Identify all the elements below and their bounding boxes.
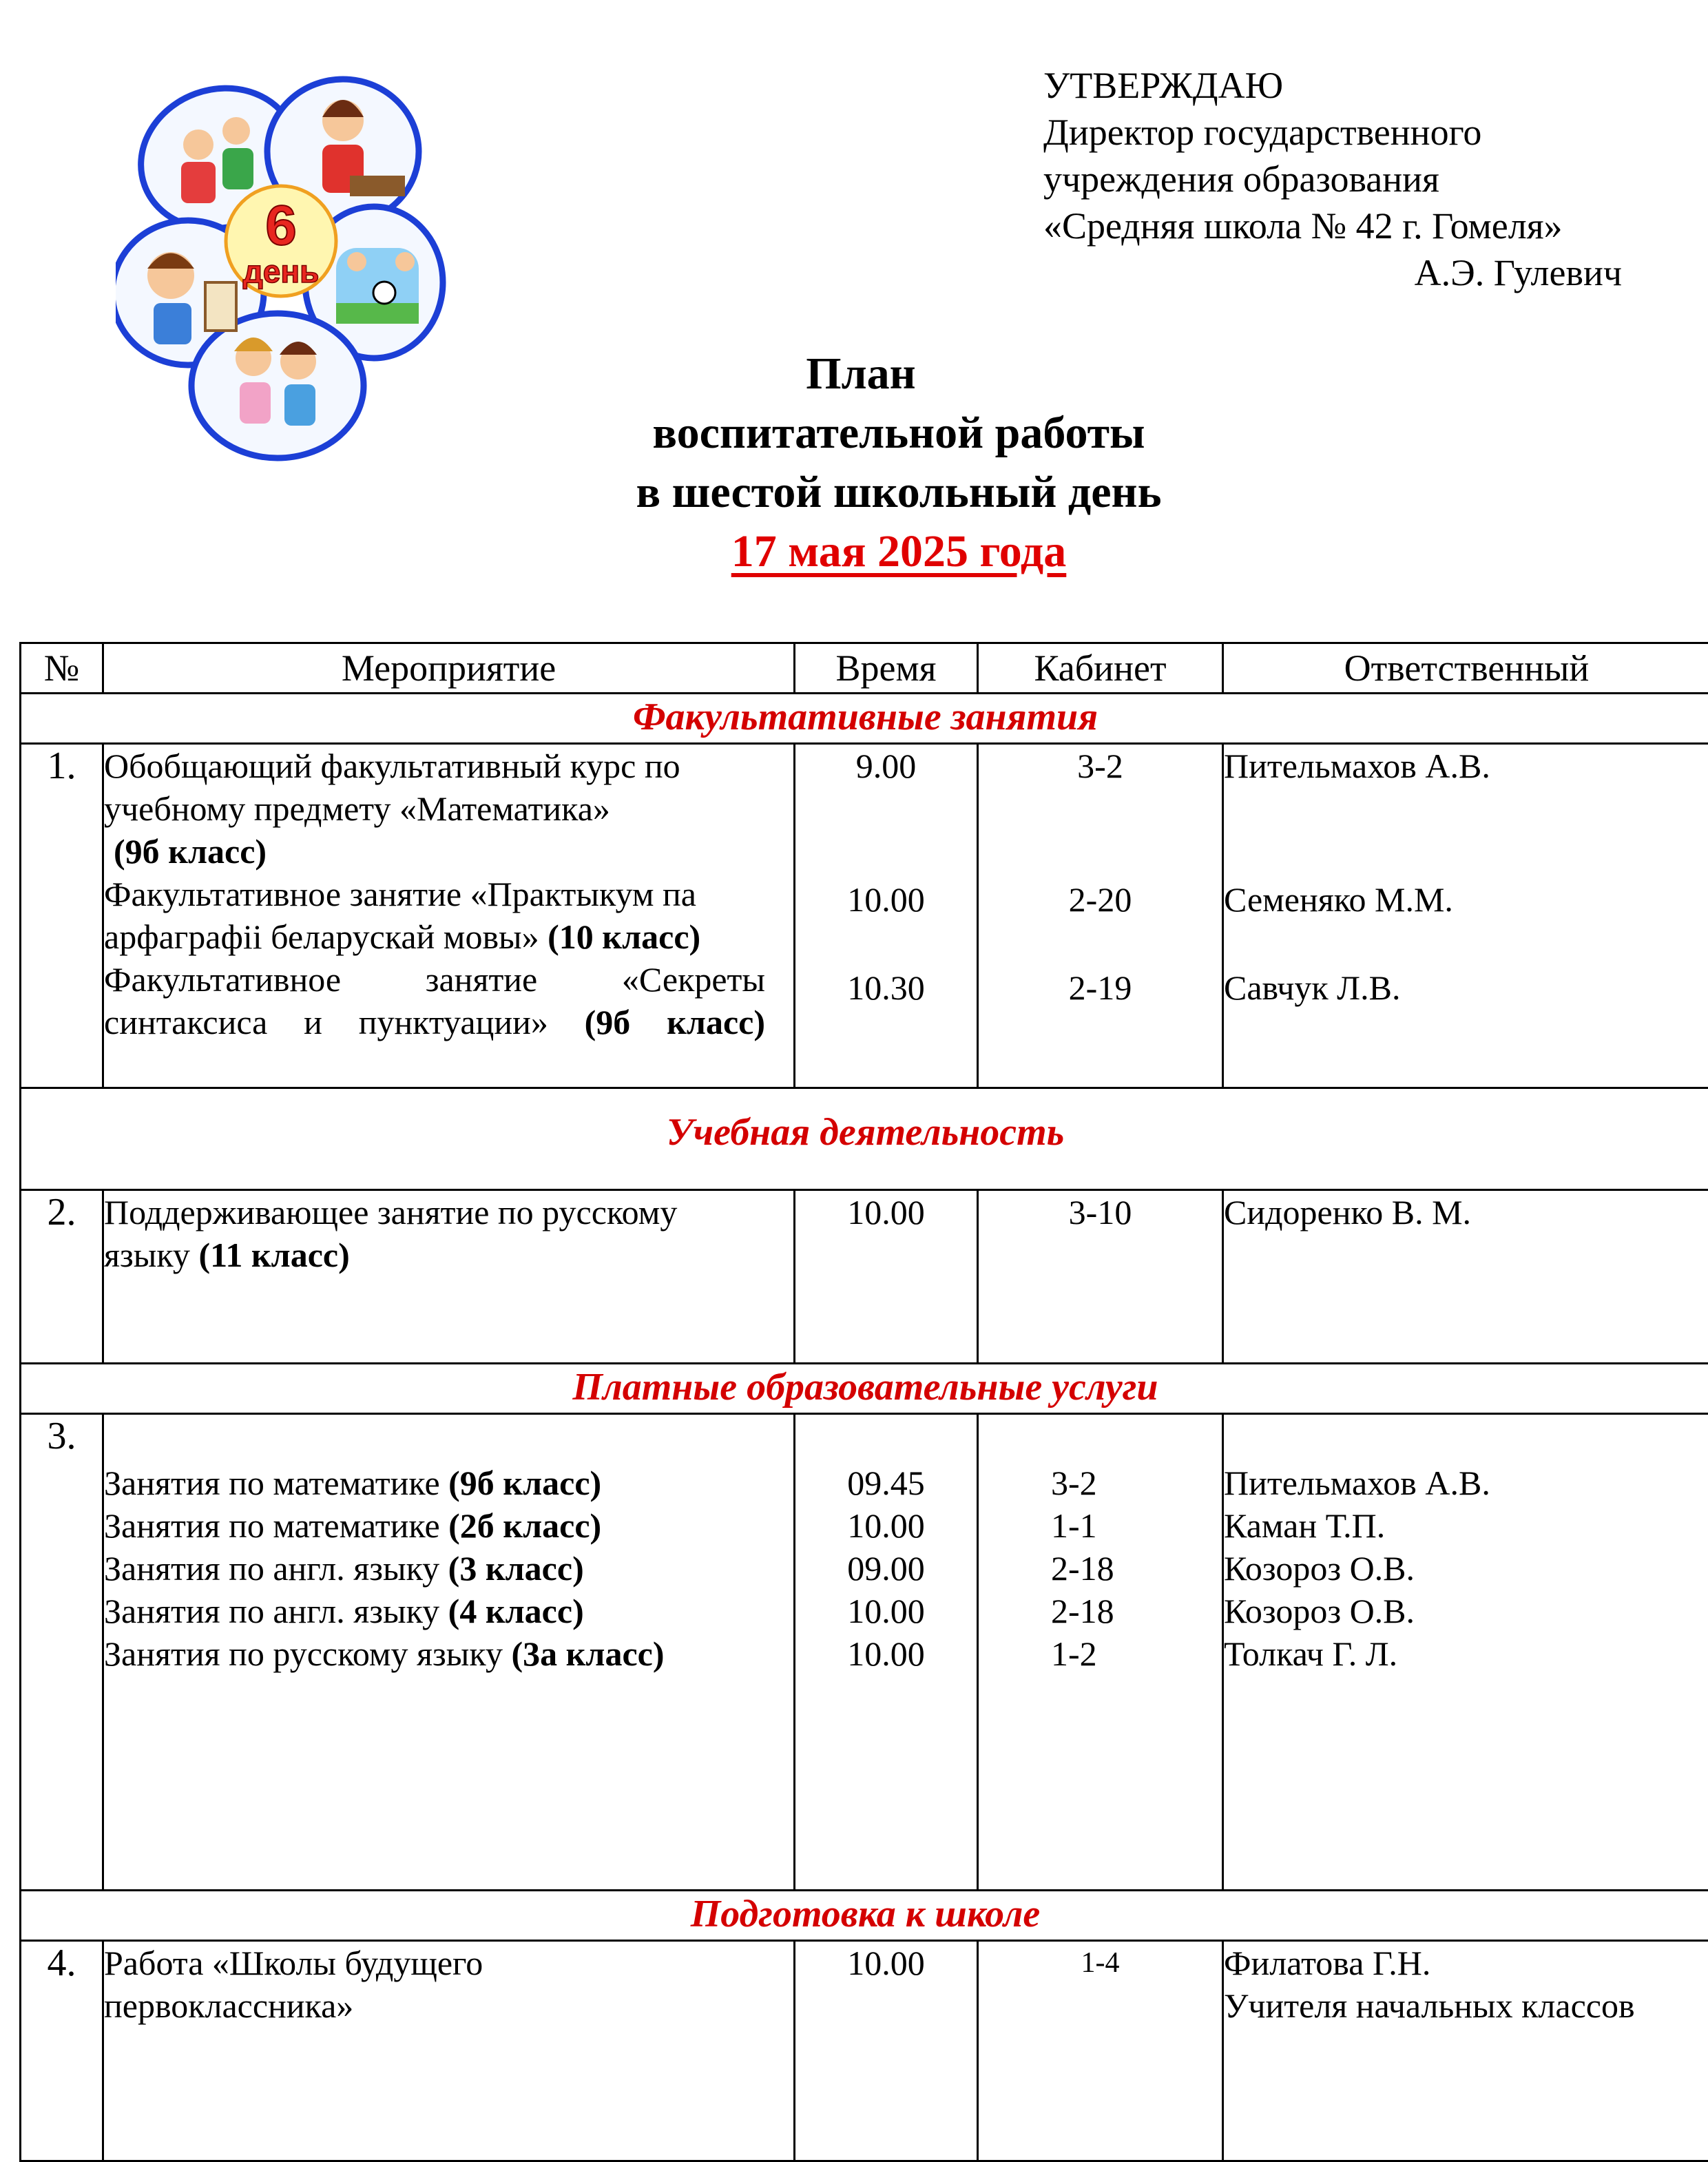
class-label: (10 класс)	[548, 917, 700, 956]
class-label: (9б класс)	[585, 1003, 765, 1041]
plan-table	[19, 642, 1708, 2162]
class-label: (3а класс)	[511, 1634, 664, 1673]
header-num: №	[21, 643, 103, 694]
time-cell: 9.00 10.00 10.30	[795, 744, 978, 1088]
section-row	[21, 1891, 1708, 1941]
responsible-cell: Пительмахов А.В. Каман Т.П. Козороз О.В. Козороз О.В. Толкач Г. Л.	[1223, 1414, 1708, 1891]
event-item: Занятия по англ. языку (4 класс)	[104, 1590, 793, 1632]
approval-line-4: «Средняя школа № 42 г. Гомеля»	[1043, 202, 1649, 249]
section-row	[21, 1088, 1708, 1190]
section-row	[21, 1364, 1708, 1414]
logo-number: 6	[265, 194, 297, 257]
responsible-cell: Филатова Г.Н. Учителя начальных классов	[1223, 1941, 1708, 2161]
responsible-cell: Пительмахов А.В. Семеняко М.М. Савчук Л.В.	[1223, 744, 1708, 1088]
header-room: Кабинет	[978, 643, 1223, 694]
row-number: 1.	[21, 744, 103, 1088]
approval-line-3: учреждения образования	[1043, 156, 1649, 202]
room-cell: 1-4	[978, 1941, 1223, 2161]
approval-line-2: Директор государственного	[1043, 109, 1649, 156]
event-cell	[103, 1414, 795, 1891]
class-label: (2б класс)	[448, 1506, 601, 1545]
logo-word: день	[243, 253, 320, 289]
event-item: Занятия по русскому языку (3а класс)	[104, 1632, 793, 1675]
class-label: (9б класс)	[114, 832, 267, 871]
room-cell: 3-10	[978, 1190, 1223, 1364]
header-event: Мероприятие	[103, 643, 795, 694]
class-label: (9б класс)	[448, 1464, 601, 1502]
event-item: Обобщающий факультативный курс по учебному предмету «Математика»	[104, 745, 710, 830]
title-line-2: воспитательной работы	[90, 404, 1708, 463]
section-title: Платные образовательные услуги	[21, 1364, 1708, 1414]
table-row	[21, 744, 1708, 1088]
event-item: Занятия по математике (2б класс)	[104, 1504, 793, 1547]
time-cell: 10.00	[795, 1941, 978, 2161]
time-cell: 10.00	[795, 1190, 978, 1364]
event-item: Работа «Школы будущего первоклассника»	[104, 1942, 559, 2027]
table-row	[21, 1414, 1708, 1891]
title-line-3: в шестой школьный день	[90, 463, 1708, 522]
event-item: Поддерживающее занятие по русскому языку (11 класс)	[104, 1191, 738, 1276]
row-number: 3.	[21, 1414, 103, 1891]
section-title: Подготовка к школе	[21, 1891, 1708, 1941]
approval-line-1: УТВЕРЖДАЮ	[1043, 62, 1649, 109]
row-number: 4.	[21, 1941, 103, 2161]
section-title: Факультативные занятия	[21, 694, 1708, 744]
header-responsible: Ответственный	[1223, 643, 1708, 694]
event-item: Занятия по математике (9б класс)	[104, 1462, 793, 1504]
room-cell: 3-2 2-20 2-19	[978, 744, 1223, 1088]
event-cell	[103, 744, 795, 1088]
section-row	[21, 694, 1708, 744]
title-line-1: План	[14, 344, 1708, 404]
title-date: 17 мая 2025 года	[731, 526, 1067, 576]
time-cell: 09.45 10.00 09.00 10.00 10.00	[795, 1414, 978, 1891]
class-label: (4 класс)	[448, 1592, 584, 1630]
event-item: Факультативное занятие «Практыкум па арфаграфіі беларускай мовы» (10 класс)	[104, 873, 738, 958]
responsible-cell: Сидоренко В. М.	[1223, 1190, 1708, 1364]
class-label: (11 класс)	[198, 1236, 349, 1274]
class-label: (3 класс)	[448, 1549, 584, 1588]
row-number: 2.	[21, 1190, 103, 1364]
approval-block	[1043, 62, 1649, 296]
header-time: Время	[795, 643, 978, 694]
table-header-row	[21, 643, 1708, 694]
table-row	[21, 1190, 1708, 1364]
room-cell: 3-2 1-1 2-18 2-18 1-2	[978, 1414, 1223, 1891]
section-title: Учебная деятельность	[21, 1088, 1708, 1190]
director-name: А.Э. Гулевич	[1043, 249, 1649, 296]
event-item: Занятия по англ. языку (3 класс)	[104, 1547, 793, 1590]
event-cell	[103, 1190, 795, 1364]
event-item: Факультативное занятие «Секреты синтаксиса и пунктуации» (9б класс)	[104, 958, 765, 1043]
document-title	[0, 344, 1708, 581]
